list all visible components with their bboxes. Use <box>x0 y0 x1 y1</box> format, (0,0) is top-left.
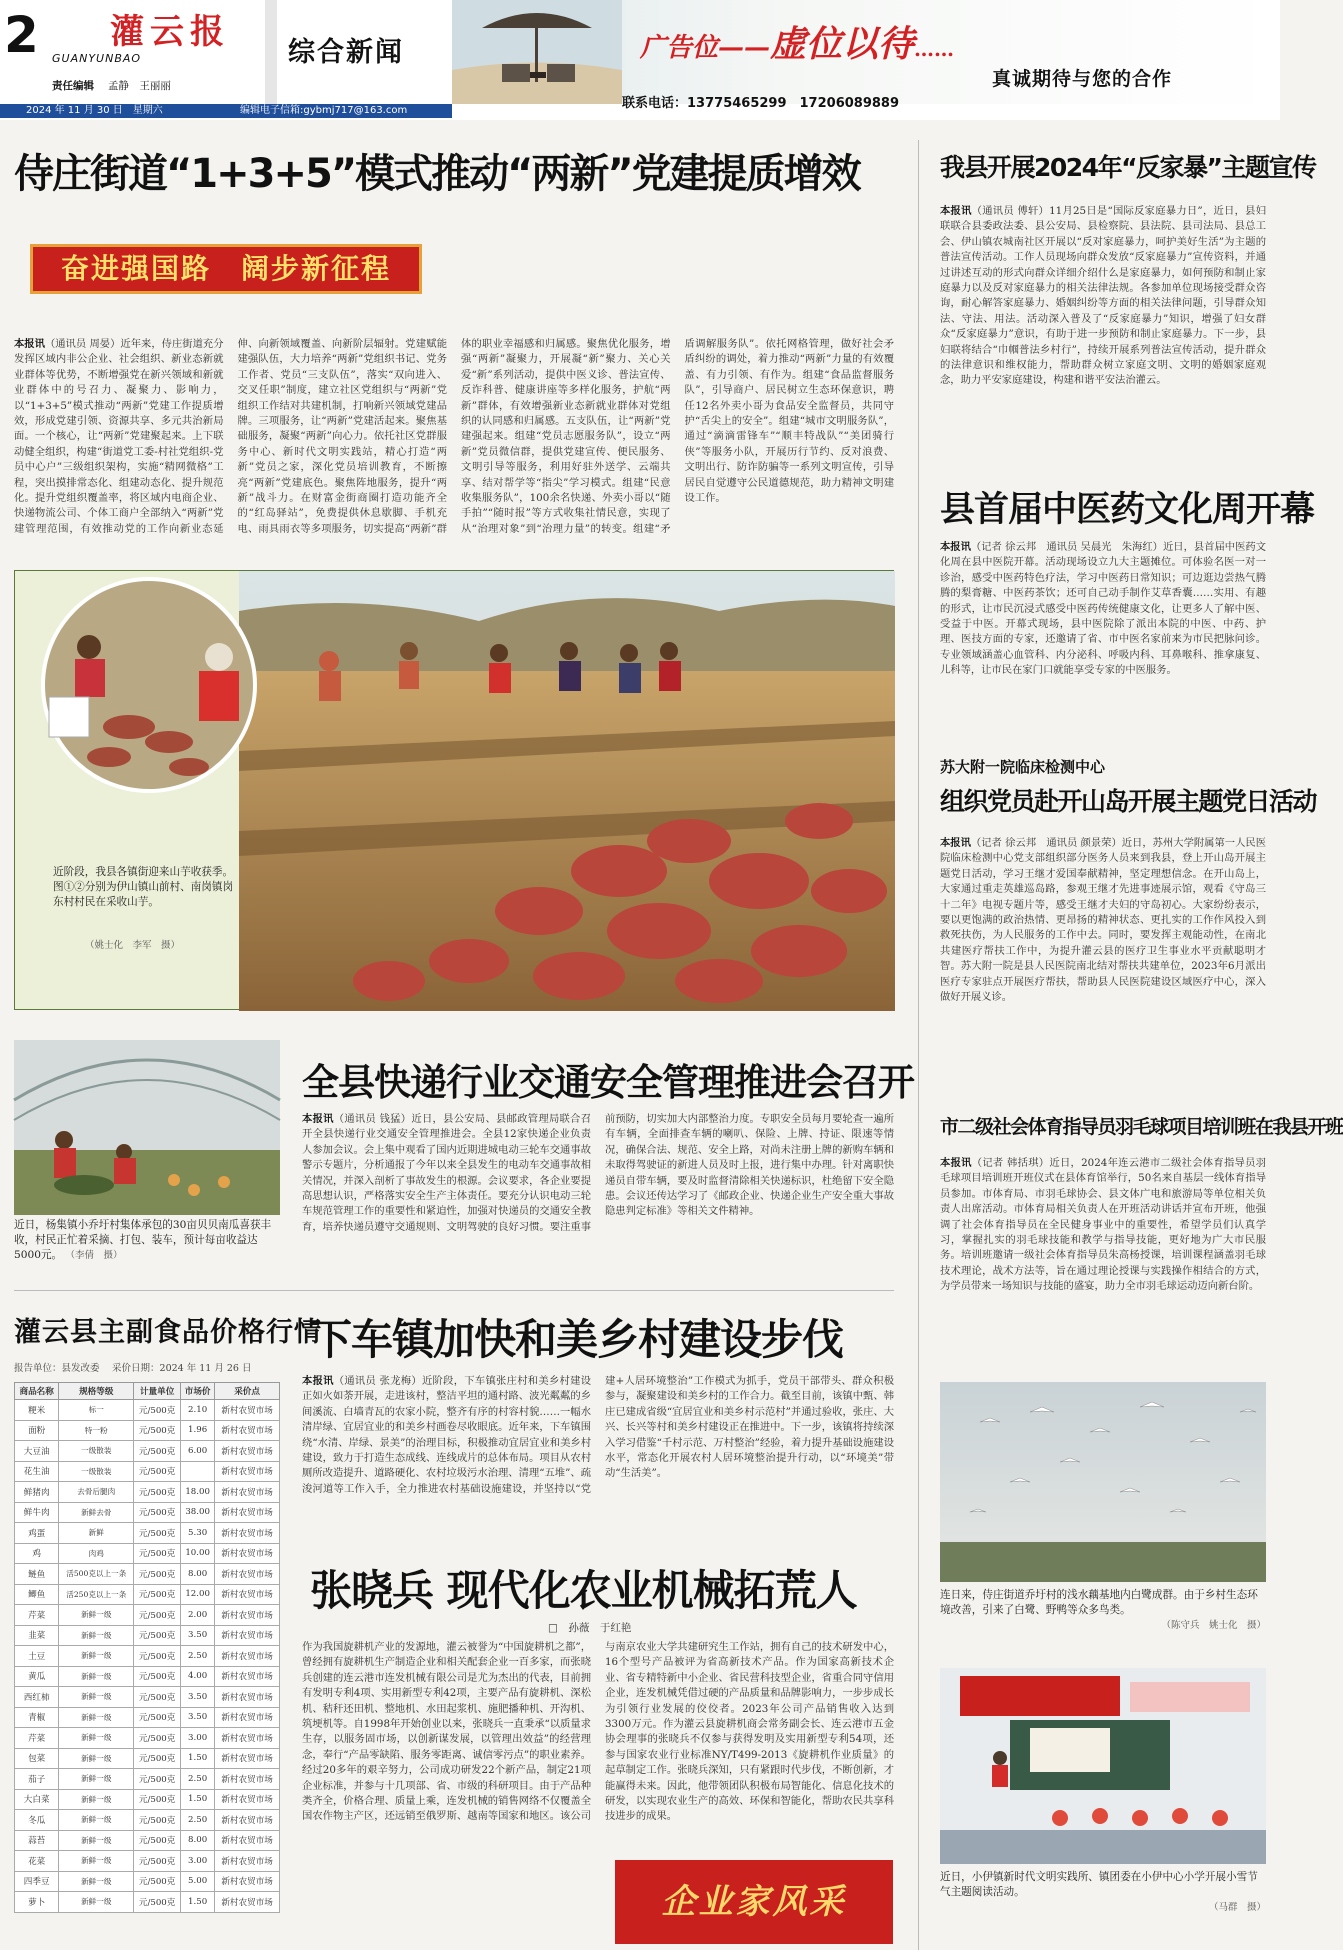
price-table-title: 灌云县主副食品价格行情 <box>14 1317 322 1348</box>
price-cell: 元/500克 <box>134 1420 181 1441</box>
price-cell: 元/500克 <box>134 1748 181 1769</box>
price-cell: 四季豆 <box>15 1871 59 1892</box>
price-cell: 新村农贸市场 <box>215 1871 280 1892</box>
price-cell: 元/500克 <box>134 1666 181 1687</box>
price-cell: 鸡蛋 <box>15 1523 59 1544</box>
price-table <box>14 1382 280 1913</box>
price-cell: 新村农贸市场 <box>215 1892 280 1913</box>
classroom-caption-text: 近日，小伊镇新时代文明实践所、镇团委在小伊中心小学开展小雪节气主题阅读活动。 <box>940 1871 1258 1898</box>
price-table-header-row <box>15 1383 280 1400</box>
price-cell: 元/500克 <box>134 1830 181 1851</box>
price-cell: 特一粉 <box>59 1420 134 1441</box>
ad-title-suffix: …… <box>914 37 955 61</box>
classroom-image <box>940 1668 1266 1864</box>
antiviolence-body-text: 11月25日是“国际反家庭暴力日”，近日，县妇联联合县委政法委、县公安局、县检察院、县法院、县司法局、县总工会、伊山镇农城南社区开展以“反对家庭暴力，呵护美好生活”为主题的普法宣传活动。工作人员现场向群众发放“反家庭暴力”宣传资料，并通过讲述互动的形式向群众详细介绍什么是家庭暴力，如何预防和制止家庭暴力以及反对家庭暴力的相关法律法规。各参加单位现场接受群众咨询，耐心解答家庭暴力、婚姻纠纷等方面的相关法律问题，引导群众知法、守法、用法。活动深入普及了“反家庭暴力”知识，增强了妇女群众“反家庭暴力”意识，有助于进一步预防和制止家庭暴力。下一步，县妇联将结合“巾帼普法乡村行”，持续开展系列普法宣传活动，提升群众的法律意识和维权能力，帮助群众树立家庭文明、文明的婚姻家庭观念，助力平安家庭建设，构建和谐平安法治灌云。 <box>940 205 1267 387</box>
lead-banner <box>30 244 422 294</box>
antiviolence-byline: 本报讯 <box>940 205 972 217</box>
price-table-row <box>15 1871 280 1892</box>
editor-line <box>52 78 171 93</box>
badminton-body <box>940 1156 1266 1370</box>
price-cell: 包菜 <box>15 1748 59 1769</box>
price-cell: 新村农贸市场 <box>215 1830 280 1851</box>
price-cell: 新鲜去骨 <box>59 1502 134 1523</box>
issue-date: 2024 年 11 月 30 日 星期六 <box>26 105 163 116</box>
price-cell: 5.30 <box>181 1523 215 1544</box>
birds-caption-text: 连日来，侍庄街道乔圩村的浅水藕基地内白鹭成群。由于乡村生态环境改善，引来了白鹭、野鸭等众多鸟类。 <box>940 1589 1258 1616</box>
price-cell: 新村农贸市场 <box>215 1748 280 1769</box>
price-cell: 新村农贸市场 <box>215 1564 280 1585</box>
xiache-byline: 本报讯 <box>302 1375 334 1387</box>
photo-greenhouse <box>14 1040 280 1215</box>
greenhouse-image <box>14 1040 280 1215</box>
price-table-row <box>15 1830 280 1851</box>
price-cell: 新村农贸市场 <box>215 1461 280 1482</box>
price-cell: 元/500克 <box>134 1625 181 1646</box>
price-header-cell: 采价点 <box>215 1383 280 1400</box>
price-cell: 花生油 <box>15 1461 59 1482</box>
price-cell: 新村农贸市场 <box>215 1707 280 1728</box>
egrets-image <box>940 1382 1266 1582</box>
express-byline-rest: （通讯员 钱猛） <box>333 1113 412 1125</box>
photo-classroom <box>940 1668 1266 1864</box>
classroom-caption <box>940 1870 1266 1915</box>
price-cell: 新村农贸市场 <box>215 1789 280 1810</box>
editors: 孟静 王丽丽 <box>107 80 171 92</box>
kaishan-byline: 本报讯 <box>940 837 971 849</box>
price-table-row <box>15 1646 280 1667</box>
price-cell: 1.50 <box>181 1748 215 1769</box>
price-cell: 元/500克 <box>134 1461 181 1482</box>
price-cell: 12.00 <box>181 1584 215 1605</box>
sweetpotato-inset-image <box>19 577 279 793</box>
price-cell: 3.50 <box>181 1707 215 1728</box>
price-cell: 新鲜一级 <box>59 1789 134 1810</box>
price-cell: 新鲜一级 <box>59 1707 134 1728</box>
price-cell: 新鲜一级 <box>59 1748 134 1769</box>
price-cell: 2.50 <box>181 1646 215 1667</box>
price-cell: 鲫鱼 <box>15 1584 59 1605</box>
price-cell: 新村农贸市场 <box>215 1502 280 1523</box>
column-rule <box>918 140 919 1950</box>
price-cell: 新鲜一级 <box>59 1810 134 1831</box>
price-cell: 38.00 <box>181 1502 215 1523</box>
price-table-row <box>15 1625 280 1646</box>
lead-banner-text: 奋进强国路 阔步新征程 <box>60 252 391 285</box>
price-cell: 粳米 <box>15 1400 59 1421</box>
price-cell: 8.00 <box>181 1830 215 1851</box>
price-cell: 8.00 <box>181 1564 215 1585</box>
farmer-banner-text: 企业家风采 <box>661 1882 847 1922</box>
price-cell: 元/500克 <box>134 1502 181 1523</box>
price-cell: 鲜牛肉 <box>15 1502 59 1523</box>
sweetpotato-caption <box>53 865 239 910</box>
price-cell: 新村农贸市场 <box>215 1728 280 1749</box>
xiache-byline-rest: （通讯员 张龙梅） <box>333 1375 422 1387</box>
express-byline: 本报讯 <box>302 1113 334 1125</box>
price-cell: 冬瓜 <box>15 1810 59 1831</box>
price-cell: 新鲜一级 <box>59 1830 134 1851</box>
page-number: 2 <box>4 6 39 64</box>
tcm-headline: 县首届中医药文化周开幕 <box>940 490 1315 530</box>
photo-birds <box>940 1382 1266 1582</box>
price-header-cell: 计量单位 <box>134 1383 181 1400</box>
price-cell: 3.00 <box>181 1851 215 1872</box>
farmer-byline: □ 孙薇 于红艳 <box>548 1622 632 1634</box>
section-name: 综合新闻 <box>288 37 404 68</box>
price-cell: 新村农贸市场 <box>215 1769 280 1790</box>
price-table-row <box>15 1789 280 1810</box>
price-cell: 黄瓜 <box>15 1666 59 1687</box>
price-cell: 新村农贸市场 <box>215 1441 280 1462</box>
price-cell: 元/500克 <box>134 1564 181 1585</box>
price-cell: 蒜苔 <box>15 1830 59 1851</box>
gray-separator <box>265 0 277 118</box>
price-cell: 新鲜一级 <box>59 1871 134 1892</box>
price-cell: 新鲜一级 <box>59 1666 134 1687</box>
price-cell: 3.50 <box>181 1687 215 1708</box>
sweetpotato-credit: （姚士化 李军 摄） <box>85 940 181 951</box>
price-cell: 2.00 <box>181 1605 215 1626</box>
lead-byline-rest: （通讯员 周晏） <box>44 338 121 350</box>
express-body-text: 近日，县公安局、县邮政管理局联合召开全县快递行业交通安全管理推进会。全县12家快递企业负责人参加会议。会上集中观看了国内近期进城电动三轮车交通事故警示专题片，分析通报了今年以来全县发生的电动车交通事故相关情况，并深入剖析了事故发生的根源。会议要求，各企业要提高思想认识，严格落实安全生产主体责任。要充分认识电动三轮车规范管理工作的重要性和紧迫性，加强对快递员的交通安全教育，培养快递员遵守交通规则、文明驾驶的良好习惯。要注重事前预防，切实加大内部整治力度。专职安全员每月要轮查一遍所有车辆，全面排查车辆的喇叭、保险、上牌、持证、限速等情况，确保合法、规范、安全上路，对尚未注册上牌的新购车辆和未取得驾驶证的新进人员及时上报，进行集中办理。针对离职快递员自带车辆，要及时监督清除相关快递标识，杜绝留下安全隐患。会议还传达学习了《邮政企业、快递企业生产安全重大事故隐患判定标准》等相关文件精神。 <box>302 1113 894 1233</box>
antiviolence-byline-rest: （通讯员 傅轩） <box>971 205 1050 217</box>
price-cell: 一级散装 <box>59 1441 134 1462</box>
kaishan-body <box>940 836 1266 1070</box>
price-table-date: 采价日期：2024 年 11 月 26 日 <box>112 1363 252 1374</box>
price-cell: 新鲜一级 <box>59 1728 134 1749</box>
price-table-row <box>15 1666 280 1687</box>
price-cell: 鲜猪肉 <box>15 1482 59 1503</box>
price-cell: 新鲜一级 <box>59 1851 134 1872</box>
xiache-body-text: 近阶段，下车镇张庄村和美乡村建设正如火如荼开展，走进该村，整洁平坦的通村路、波光粼粼的乡间溪流、白墙青瓦的农家小院，整齐有序的村容村貌……一幅水清岸绿、宜居宜业的和美乡村画卷尽收眼底。近年来，下车镇围绕“水清、岸绿、景美”的治理目标，积极推动宜居宜业和美乡村建设，致力于打造生态成线、连线成片的总体布局。项目从农村厕所改造提升、道路硬化、农村垃圾污水治理、清理“五堆”、疏浚河道等工作入手，全力推进农村基础设施建设，并坚持以“党建+人居环境整治”工作模式为抓手，党员干部带头、群众积极参与，凝聚建设和美乡村的工作合力。截至目前，该镇中甄、韩庄已建成省级“宜居宜业和美乡村示范村”并通过验收，张庄、大兴、长兴等村和美乡村建设正在推进中。下一步，该镇将持续深入学习借鉴“千村示范、万村整治”经验，着力提升基础设施建设水平，常态化开展农村人居环境整治提升行动，以“环境美”带动“生活美”。 <box>302 1375 894 1495</box>
price-cell: 鲢鱼 <box>15 1564 59 1585</box>
price-cell: 新村农贸市场 <box>215 1420 280 1441</box>
price-cell: 土豆 <box>15 1646 59 1667</box>
price-cell: 大豆油 <box>15 1441 59 1462</box>
price-cell: 2.10 <box>181 1400 215 1421</box>
price-cell: 活250克以上一条 <box>59 1584 134 1605</box>
price-cell: 元/500克 <box>134 1851 181 1872</box>
price-cell: 大白菜 <box>15 1789 59 1810</box>
price-cell: 新村农贸市场 <box>215 1851 280 1872</box>
price-cell: 花菜 <box>15 1851 59 1872</box>
price-cell: 新鲜一级 <box>59 1769 134 1790</box>
price-cell: 元/500克 <box>134 1707 181 1728</box>
price-cell <box>181 1461 215 1482</box>
greenhouse-caption <box>14 1218 280 1263</box>
price-cell: 4.00 <box>181 1666 215 1687</box>
ad-phone-numbers: 13775465299 17206089889 <box>687 96 900 111</box>
date-bar <box>0 104 452 118</box>
price-cell: 5.00 <box>181 1871 215 1892</box>
price-cell: 元/500克 <box>134 1769 181 1790</box>
price-cell: 茄子 <box>15 1769 59 1790</box>
kaishan-kicker: 苏大附一院临床检测中心 <box>940 758 1106 776</box>
paper-pinyin: GUANYUNBAO <box>52 52 142 65</box>
sweetpotato-caption-text: 近阶段，我县各镇街迎来山芋收获季。图①②分别为伊山镇山前村、南岗镇岗东村村民在采收山芋。 <box>53 866 234 908</box>
lead-body-text: 近年来，侍庄街道充分发挥区域内非公企业、社会组织、新业态新就业群体等优势，不断增强党在新兴领域和新就业群体中的号召力、凝聚力、影响力，以“1+3+5”模式推动“两新”党建工作提质增效，形成党建引领、资源共享、多元共治新局面。一个核心，让“两新”党建聚起来。上下联动健全组织，构建“街道党工委-村社党组织-党员中心户”三级组织架构，实施“精网微格”工程，突出摸排常态化、组建动态化、提升规范化。提升党组织覆盖率，将区域内电商企业、快递物流公司、个体工商户全部纳入“两新”党建管理范围，有效推动党的工作向新业态延伸、向新领域覆盖、向新阶层辐射。党建赋能建强队伍，大力培养“两新”党组织书记、党务工作者、党员“三支队伍”，落实“双向进入、交叉任职”制度，建立社区党组织与“两新”党组织工作结对共建机制，打响新兴领域党建品牌。三项服务，让“两新”党建活起来。聚焦基础服务，凝聚“两新”向心力。依托社区党群服务中心、新时代文明实践站，精心打造“两新”党员之家，深化党员培训教育，不断擦亮“两新”党建底色。聚焦阵地服务，提升“两新”战斗力。在财富金街商圈打造功能齐全的“红岛驿站”，免费提供休息歇脚、手机充电、雨具雨衣等多项服务，切实提高“两新”群体的职业幸福感和归属感。聚焦优化服务，增强“两新”凝聚力，开展凝“新”聚力、关心关爱“新”系列活动，提供中医义诊、普法宣传、反诈科普、健康讲座等多样化服务，护航“两新”群体，有效增强新业态新就业群体对党组织的认同感和归属感。五支队伍，让“两新”党建强起来。组建“党员志愿服务队”，设立“两新”党员微信群，提供党建宣传、便民服务、文明引导等服务，利用好驻外送学、云端共享、结对帮学等“指尖”学习模式。组建“民意收集服务队”，100余名快递、外卖小哥以“随手拍”“随时报”等方式收集社情民意，实现了从“治理对象”到“治理力量”的转变。组建“矛盾调解服务队”。依托网格管理，做好社会矛盾纠纷的调处，着力推动“两新”力量的有效覆盖、有力引领、有作为。组建“食品监督服务队”，引导商户、居民树立生态环保意识，聘任12名外卖小哥为食品安全监督员，共同守护“舌尖上的安全”。组建“城市文明服务队”，通过“滴滴雷锋车”“顺丰特战队”“美团骑行侠”等服务小队，开展历行节约、反对浪费、文明出行、防诈防骗等一系列文明宣传，引导居民自觉遵守公民道德规范，助力精神文明建设工作。 <box>14 338 894 535</box>
price-cell: 元/500克 <box>134 1523 181 1544</box>
price-cell: 新村农贸市场 <box>215 1666 280 1687</box>
price-table-body <box>15 1400 280 1913</box>
sweetpotato-field-image <box>239 571 895 1011</box>
price-cell: 新村农贸市场 <box>215 1400 280 1421</box>
birds-caption <box>940 1588 1266 1633</box>
price-table-row <box>15 1543 280 1564</box>
price-cell: 元/500克 <box>134 1646 181 1667</box>
price-cell: 6.00 <box>181 1441 215 1462</box>
price-table-row <box>15 1564 280 1585</box>
ad-phone-label: 联系电话： <box>622 96 688 111</box>
greenhouse-caption-text: 近日，杨集镇小乔圩村集体承包的30亩贝贝南瓜喜获丰收，村民正忙着采摘、打包、装车，预计每亩收益达5000元。 <box>14 1219 272 1261</box>
badminton-byline: 本报讯 <box>940 1157 972 1169</box>
price-cell: 萝卜 <box>15 1892 59 1913</box>
xiache-article-body <box>302 1374 894 1546</box>
price-cell: 肉鸡 <box>59 1543 134 1564</box>
ad-title-main: 虚位以待 <box>770 23 915 65</box>
price-cell: 元/500克 <box>134 1400 181 1421</box>
price-cell: 韭菜 <box>15 1625 59 1646</box>
ad-slogan: 真诚期待与您的合作 <box>992 68 1173 90</box>
antiviolence-headline: 我县开展2024年“反家暴”主题宣传 <box>940 153 1316 182</box>
price-cell: 西红柿 <box>15 1687 59 1708</box>
price-cell: 一级散装 <box>59 1461 134 1482</box>
paper-name: 灌云报 <box>110 12 230 52</box>
masthead <box>0 0 1280 120</box>
price-cell: 鸡 <box>15 1543 59 1564</box>
price-cell: 新村农贸市场 <box>215 1687 280 1708</box>
price-cell: 青椒 <box>15 1707 59 1728</box>
price-table-row <box>15 1420 280 1441</box>
price-cell: 新鲜 <box>59 1523 134 1544</box>
price-cell: 元/500克 <box>134 1584 181 1605</box>
price-table-row <box>15 1502 280 1523</box>
farmer-headline: 张晓兵 现代化农业机械拓荒人 <box>310 1566 857 1615</box>
price-cell: 新村农贸市场 <box>215 1523 280 1544</box>
birds-credit: （陈守兵 姚士化 摄） <box>1161 1620 1266 1631</box>
ad-title <box>640 16 954 67</box>
antiviolence-body <box>940 204 1266 454</box>
price-cell: 新村农贸市场 <box>215 1584 280 1605</box>
price-table-row <box>15 1400 280 1421</box>
price-cell: 新村农贸市场 <box>215 1810 280 1831</box>
price-cell: 元/500克 <box>134 1441 181 1462</box>
kaishan-byline-rest: （记者 徐云邦 通讯员 颜景荣） <box>970 837 1122 849</box>
price-cell: 标一 <box>59 1400 134 1421</box>
price-header-cell: 商品名称 <box>15 1383 59 1400</box>
price-table-row <box>15 1461 280 1482</box>
price-cell: 元/500克 <box>134 1789 181 1810</box>
lead-headline: 侍庄街道“1+3+5”模式推动“两新”党建提质增效 <box>14 151 860 197</box>
ad-banner <box>452 0 1280 111</box>
greenhouse-credit: （李倩 摄） <box>65 1250 123 1261</box>
price-cell: 3.50 <box>181 1625 215 1646</box>
price-header-cell: 规格等级 <box>59 1383 134 1400</box>
price-cell: 元/500克 <box>134 1810 181 1831</box>
price-cell: 1.96 <box>181 1420 215 1441</box>
price-cell: 新村农贸市场 <box>215 1482 280 1503</box>
badminton-byline-rest: （记者 韩括琪） <box>971 1157 1050 1169</box>
tcm-byline: 本报讯 <box>940 541 971 553</box>
price-cell: 新鲜一级 <box>59 1892 134 1913</box>
price-cell: 元/500克 <box>134 1892 181 1913</box>
price-table-row <box>15 1441 280 1462</box>
lead-article-body <box>14 337 894 557</box>
price-cell: 去骨后腿肉 <box>59 1482 134 1503</box>
price-cell: 2.50 <box>181 1769 215 1790</box>
editor-email: 编辑电子信箱:gybmj717@163.com <box>240 105 408 116</box>
price-cell: 新村农贸市场 <box>215 1625 280 1646</box>
price-cell: 芹菜 <box>15 1728 59 1749</box>
price-cell: 新村农贸市场 <box>215 1646 280 1667</box>
price-table-row <box>15 1584 280 1605</box>
price-table-row <box>15 1851 280 1872</box>
price-cell: 活500克以上一条 <box>59 1564 134 1585</box>
price-cell: 元/500克 <box>134 1871 181 1892</box>
classroom-credit: （马群 摄） <box>1208 1902 1266 1913</box>
price-cell: 1.50 <box>181 1892 215 1913</box>
ad-umbrella-illustration <box>452 0 622 104</box>
price-cell: 2.50 <box>181 1810 215 1831</box>
tcm-body-text: 近日，县首届中医药文化周在县中医院开幕。活动现场设立九大主题摊位。可体验名医一对一诊治，感受中医药特色疗法，学习中医药日常知识；可边逛边尝热气腾腾的梨膏糖、中医药茶饮；还可自己动手制作艾草香囊……实用、有趣的形式，让市民沉浸式感受中医药传统健康文化，让更多人了解中医、受益于中医。开幕式现场，县中医院除了派出本院的中医、中药、护理、医技方面的专家，还邀请了省、市中医名家前来为市民把脉问诊。专业领域涵盖心血管科、内分泌科、呼吸内科、耳鼻喉科、推拿康复、儿科等，让市民在家门口就能享受专家的中医服务。 <box>940 541 1267 677</box>
price-table-row <box>15 1605 280 1626</box>
lead-byline: 本报讯 <box>14 338 45 350</box>
price-table-row <box>15 1482 280 1503</box>
price-table-row <box>15 1810 280 1831</box>
price-cell: 元/500克 <box>134 1543 181 1564</box>
price-cell: 10.00 <box>181 1543 215 1564</box>
price-cell: 新鲜一级 <box>59 1687 134 1708</box>
price-cell: 3.00 <box>181 1728 215 1749</box>
kaishan-headline: 组织党员赴开山岛开展主题党日活动 <box>940 787 1317 816</box>
kaishan-body-text: 近日，苏州大学附属第一人民医院临床检测中心党支部组织部分医务人员来到我县，登上开山岛开展主题党日活动，学习王继才爱国奉献精神，坚定理想信念。在开山岛上，大家通过重走英雄巡岛路，参观王继才先进事迹展示馆，观看《守岛三十二年》电视专题片等，感受王继才夫妇的守岛初心。大家纷纷表示，要以更饱满的政治热情、更昂扬的精神状态、更扎实的工作作风投入到救死扶伤，为人民服务的工作中去。同时，要发挥主观能动性，在南北共建医疗帮扶工作中，为提升灌云县的医疗卫生事业水平贡献聪明才智。苏大附一院是县人民医院南北结对帮扶共建单位，2023年6月派出医疗专家驻点开展医疗帮扶，帮助县人民医院建设区域医疗中心，深入做好开展义诊。 <box>940 837 1267 1004</box>
photo-sweetpotato <box>14 570 894 1010</box>
price-cell: 新鲜一级 <box>59 1605 134 1626</box>
xiache-headline: 下车镇加快和美乡村建设步伐 <box>310 1315 844 1364</box>
price-cell: 新村农贸市场 <box>215 1543 280 1564</box>
badminton-body-text: 近日，2024年连云港市二级社会体育指导员羽毛球项目培训班开班仪式在县体育馆举行，50名来自基层一线体育指导员参加。市体育局、市羽毛球协会、县文体广电和旅游局等单位相关负责人出席活动。市体育局相关负责人在开班活动讲话并宣布开班，他强调了社会体育指导员在全民健身事业中的重要性，希望学员们认真学习，掌握扎实的羽毛球技能和教学与指导技能，更好地为广大市民服务。培训班邀请一级社会体育指导员朱高杨授课，培训课程涵盖羽毛球技术理论，战术方法等，旨在通过理论授课与实践操作相结合的方式，为学员带来一场知识与技能的盛宴，助力全市羽毛球运动迈向新台阶。 <box>940 1157 1267 1293</box>
price-cell: 新鲜一级 <box>59 1646 134 1667</box>
price-cell: 元/500克 <box>134 1687 181 1708</box>
price-cell: 新鲜一级 <box>59 1625 134 1646</box>
price-table-row <box>15 1687 280 1708</box>
price-cell: 1.50 <box>181 1789 215 1810</box>
price-table-row <box>15 1892 280 1913</box>
farmer-banner <box>615 1860 893 1944</box>
price-cell: 元/500克 <box>134 1482 181 1503</box>
editor-label: 责任编辑 <box>52 80 94 92</box>
price-table-row <box>15 1769 280 1790</box>
price-cell: 面粉 <box>15 1420 59 1441</box>
badminton-headline: 市二级社会体育指导员羽毛球项目培训班在我县开班 <box>940 1116 1343 1138</box>
price-cell: 18.00 <box>181 1482 215 1503</box>
price-cell: 芹菜 <box>15 1605 59 1626</box>
price-table-unit: 报告单位：县发改委 <box>14 1363 100 1374</box>
price-table-row <box>15 1748 280 1769</box>
price-table-row <box>15 1523 280 1544</box>
price-header-cell: 市场价 <box>181 1383 215 1400</box>
tcm-byline-rest: （记者 徐云邦 通讯员 吴晨光 朱海红） <box>970 541 1163 553</box>
express-article-body <box>302 1112 894 1274</box>
price-cell: 元/500克 <box>134 1728 181 1749</box>
price-cell: 元/500克 <box>134 1605 181 1626</box>
ad-title-prefix: 广告位—— <box>640 33 771 63</box>
tcm-body <box>940 540 1266 726</box>
price-table-row <box>15 1728 280 1749</box>
farmer-body-text: 作为我国旋耕机产业的发源地，灌云被誉为“中国旋耕机之都”，曾经拥有旋耕机生产制造企业和相关配套企业一百多家，而张晓兵创建的连云港市连发机械有限公司是尤为杰出的代表，目前拥有发明专利4项、实用新型专利42项，主要产品有旋耕机、深松机、秸秆还田机、整地机、水田起浆机、施肥播种机、开沟机、筑埂机等。自1998年开始创业以来，张晓兵一直秉承“以质量求生存，以服务固市场，以创新谋发展，以管理出效益”的经营理念，奉行“产品零缺陷、服务零距离、诚信零污点”的职业素养。经过20多年的艰辛努力，公司成功研发22个新产品，制定21项企业标准，并参与十几项部、省、市级的科研项目。由于产品种类齐全，价格合理、质量上乘，连发机械的销售网络不仅覆盖全国农作物主产区，还远销至俄罗斯、越南等国家和地区。该公司与南京农业大学共建研究生工作站，拥有自己的技术研发中心，16个型号产品被评为省高新技术产品。作为国家高新技术企业、省专精特新中小企业、省民营科技型企业，省重合同守信用企业，连发机械凭借过硬的产品质量和品牌影响力，一步步成长为引领行业发展的佼佼者。2023年公司产品销售收入达到3300万元。作为灌云县旋耕机商会常务副会长、连云港市五金协会理事的张晓兵不仅参与获得发明及实用新型专利54项，还参与国家农业行业标准NY/T499-2013《旋耕机作业质量》的起草制定工作。张晓兵深知，只有紧跟时代步伐，不断创新，才能赢得未来。因此，他带领团队积极布局智能化、信息化技术的研发，以实现农业生产的高效、环保和智能化，帮助农民共享科技进步的成果。 <box>302 1641 894 1823</box>
ad-phones <box>622 92 899 111</box>
price-cell: 新村农贸市场 <box>215 1605 280 1626</box>
express-headline: 全县快递行业交通安全管理推进会召开 <box>302 1061 914 1104</box>
price-table-meta <box>14 1360 284 1374</box>
price-table-row <box>15 1707 280 1728</box>
horizontal-rule <box>14 1290 894 1291</box>
